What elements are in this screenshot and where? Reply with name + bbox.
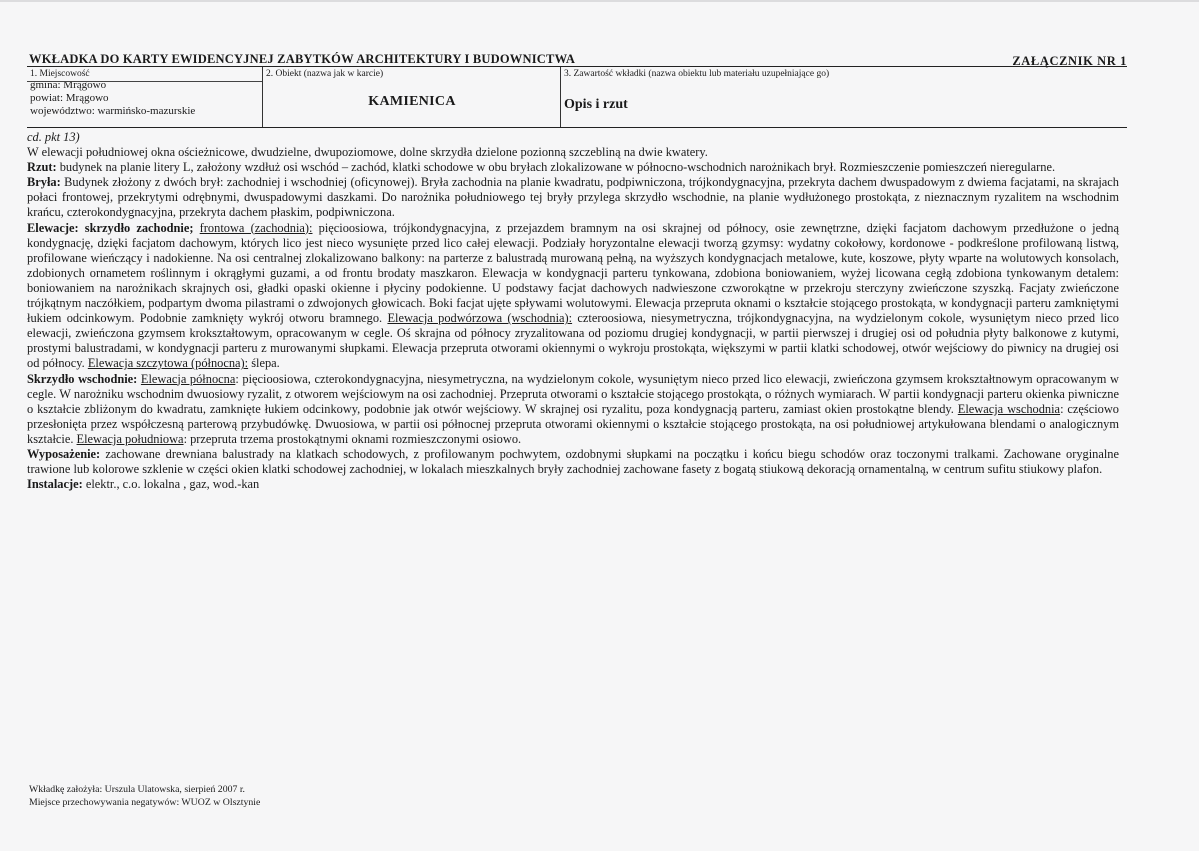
bryla-label: Bryła:	[27, 175, 61, 190]
skrzydlo-wschodnie-label: Skrzydło wschodnie:	[27, 371, 138, 386]
content-label: 3. Zawartość wkładki (nazwa obiektu lub materiału uzupełniające go)	[564, 69, 830, 79]
elewacja-wschodnia-heading: Elewacja wschodnia	[957, 401, 1061, 416]
footer	[29, 783, 260, 809]
rzut-label: Rzut:	[27, 160, 57, 175]
elewacja-poludniowa-text: : przepruta trzema prostokątnymi oknami rozmieszczonymi osiowo.	[183, 431, 522, 446]
paragraph-instalacje	[27, 477, 1119, 492]
elewacja-podworzowa-heading: Elewacja podwórzowa (wschodnia):	[387, 311, 573, 326]
elewacja-polnocna-text: : pięcioosiowa, czterokondygnacyjna, niesymetryczna, na wydzielonym cokole, wysuniętym nieco przed lico elewacji, zwieńczona gzymsem krokształtnowym opracowanym w cegle. W narożniku wschodnim dwuosiowy ryzalit, z otworem wejściowym na osi zachodniej. Przepruta otworami o kształcie stojącego prostokąta, o różnych wymiarach. W partii kondygnacji parteru okienka piwniczne o kształcie zbliżonym do kwadratu, zamknięte łukiem odcinkowy, podobnie jak otwór wejściowy. W skrajnej osi ryzalitu, poza kondygnacją parteru, zamiast okien prostokątne blendy.	[27, 371, 1119, 416]
description-body	[27, 130, 1119, 492]
gmina-text: gmina: Mrągowo	[30, 79, 107, 91]
content-value: Opis i rzut	[564, 97, 628, 112]
paragraph-skrzydlo-wschodnie	[27, 372, 1119, 447]
paragraph-wyposazenie	[27, 447, 1119, 477]
section-continuation: cd. pkt 13)	[27, 130, 80, 144]
wyposazenie-label: Wyposażenie:	[27, 446, 101, 461]
elewacja-frontowa-heading: frontowa (zachodnia):	[199, 220, 313, 235]
content-cell	[560, 67, 1128, 127]
paragraph-bryla	[27, 175, 1119, 220]
annex-number: ZAŁĄCZNIK NR 1	[1012, 54, 1127, 68]
object-cell	[262, 67, 561, 127]
object-value: KAMIENICA	[368, 94, 456, 109]
wyposazenie-text: zachowane drewniana balustrady na klatkach schodowych, z profilowanym pochwytem, ozdobnymi słupkami na początku i końcu biegu schodów oraz toczonymi tralkami. Zachowane oryginalne trawione lub kolorowe szklenie w części okien klatki schodowej zachodniej, w lokalach mieszkalnych bryły zachodniej zachowane fasety z bogatą stiukową dekoracją ornamentalną, w centrum sufitu stiukowy plafon.	[27, 446, 1119, 477]
instalacje-label: Instalacje:	[27, 477, 83, 492]
elewacja-polnocna-heading: Elewacja północna	[140, 371, 236, 386]
paragraph-windows: W elewacji południowej okna ościeżnicowe, dwudzielne, dwupoziomowe, dolne skrzydła dzielone pozionną szczebliną na dwie kwatery.	[27, 145, 708, 160]
footer-negatives: Miejsce przechowywania negatywów: WUOZ w Olsztynie	[29, 797, 261, 808]
elewacje-label: Elewacje: skrzydło zachodnie;	[27, 220, 194, 235]
paragraph-elewacje	[27, 221, 1119, 372]
header-table	[27, 66, 1127, 128]
elewacja-poludniowa-heading: Elewacja południowa	[76, 431, 184, 446]
elewacja-szczytowa-text: ślepa.	[248, 356, 280, 371]
powiat-text: powiat: Mrągowo	[30, 92, 109, 104]
rzut-text: budynek na planie litery L, założony wzdłuż osi wschód – zachód, klatki schodowe w obu bryłach zlokalizowane w północno-wschodnich narożnikach brył. Rozmieszczenie pomieszczeń nieregularne.	[56, 160, 1056, 175]
location-label: 1. Miejscowość	[30, 69, 90, 79]
instalacje-text: elektr., c.o. lokalna , gaz, wod.-kan	[82, 477, 260, 492]
elewacja-podworzowa-text: czteroosiowa, niesymetryczna, trójkondygnacyjna, na wydzielonym cokole, wysuniętym nieco przed lico elewacji, zwieńczona gzymsem krokształtowym, opracowanym w cegle. Oś skrajna od północy zryzalitowana od poziomu drugiej kondygnacji, w partii pierwszej i drugiej osi od południa płyty balkonowe z kutymi, prostymi balustradami, w kondygnacji parteru z murowanymi słupkami. Elewacja przepruta otworami okiennymi o wykroju prostokąta, większymi w partii klatki schodowej, otwór wejściowy do piwnicy na drugiej osi od północy.	[27, 311, 1119, 371]
object-label: 2. Obiekt (nazwa jak w karcie)	[266, 69, 384, 79]
footer-author: Wkładkę założyła: Urszula Ulatowska, sierpień 2007 r.	[29, 784, 246, 795]
paragraph-rzut	[27, 160, 1119, 175]
location-cell	[27, 67, 262, 127]
location-divider	[27, 81, 262, 82]
card-title: WKŁADKA DO KARTY EWIDENCYJNEJ ZABYTKÓW ARCHITEKTURY I BUDOWNICTWA	[29, 52, 576, 66]
elewacja-wschodnia-text: : częściowo przesłonięta przez współczesną parterową przybudówkę. Dwuosiowa, w partii osi północnej przepruta otworami okiennymi o kształcie stojącego prostokąta, na osi południowej artykułowana blendami o analogicznym kształcie.	[27, 401, 1119, 446]
elewacja-szczytowa-heading: Elewacja szczytowa (północna):	[87, 356, 249, 371]
wojewodztwo-text: województwo: warmińsko-mazurskie	[30, 105, 196, 117]
elewacja-frontowa-text: pięcioosiowa, trójkondygnacyjna, z przejazdem bramnym na osi skrajnej od północy, osie zewnętrzne, dzięki facjatom dachowym przedłużone o jedną kondygnację, dzięki facjatom dachowym, których lico jest nieco wysunięte przed lico całej elewacji. Podziały horyzontalne elewacji tworzą gzymsy: wydatny cokołowy, kordonowe - podkreślone profilowaną listwą, profilowane wieńczący i nadokienne. Na osi centralnej zlokalizowano balkony: na parterze z balustradą murowaną pełną, na wyższych kondygnacjach metalowe, kute, koszowe, płyty wparte na wolutowych konsolach, zdobionych ornametem roślinnym i okrągłymi guzami, a od frontu brodaty maszkaron. Elewacja w kondygnacji parteru tynkowana, zdobiona boniowaniem, wyżej licowana cegłą zdobiona tynkowanym detalem: boniowaniem na narożnikach skrajnych osi, gładki opaski okienne i płyciny podokienne. U podstawy facjat dachowych nadwieszone czworokątne w przekroju sterczyny zwieńczone szyszką. Facjaty zwieńczone trójkątnym naczółkiem, podpartym dwoma pilastrami o zdwojonych głowicach. Boki facjat ujęte spływami wolutowymi. Elewacja przepruta oknami o kształcie stojącego prostokąta, w kondygnacji parteru zamkniętymi łukiem odcinkowym. Podobnie zamknięty wykrój otworu bramnego.	[27, 220, 1119, 326]
bryla-text: Budynek złożony z dwóch brył: zachodniej i wschodniej (oficynowej). Bryła zachodnia na planie kwadratu, podpiwniczona, trójkondygnacyjna, przekryta dachem dwuspadowym z dwiema facjatami, na skrajach połaci frontowej, przekrytymi odrębnymi, dwuspadowymi daszkami. Do narożnika południowego tej bryły przylega skrzydło wschodnie, na planie wydłużonego prostokąta, z nieznacznym ryzalitem na wschodnim krańcu, czterokondygnacyjna, przekryta dachem płaskim, podpiwniczona.	[27, 175, 1119, 220]
